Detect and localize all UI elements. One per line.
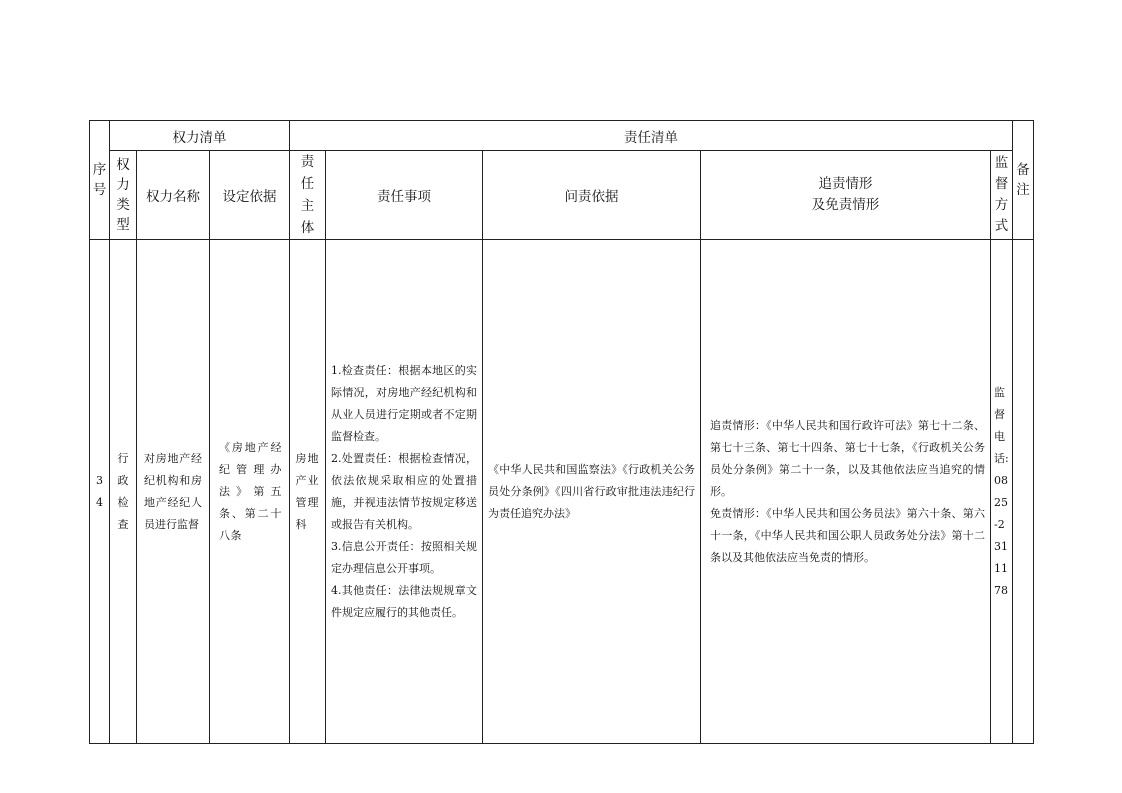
power-type-header-text: 权力类型 [116,157,130,233]
power-type-cell [110,240,137,744]
power-name-header: 权力名称 [137,151,210,240]
basis-cell [210,240,290,744]
seq-line2: 4 [96,495,103,509]
subject-header [290,151,326,240]
supervision-header-text: 监督方式 [994,155,1009,234]
power-type-text: 行政检查 [117,451,129,531]
accountability-cases-text: 追责情形：《中华人民共和国行政许可法》第七十二条、第七十三条、第七十四条、第七十七条，《行政机关公务员处分条例》第二十一条，以及其他依法应当追究的情形。 [710,418,986,498]
supervision-header [991,151,1013,240]
accountability-basis-text: 《中华人民共和国监察法》《行政机关公务员处分条例》《四川省行政审批违法违纪行为责任追究办法》 [488,462,696,520]
items-header: 责任事项 [326,151,483,240]
subject-cell [290,240,326,744]
exemption-cases-text: 免责情形：《中华人民共和国公务员法》第六十条、第六十一条，《中华人民共和国公职人员政务处分法》第十二条以及其他依法应当免责的情形。 [710,506,986,564]
subject-header-text: 责任主体 [300,154,315,236]
power-type-header [110,151,137,240]
cases-header-line2: 及免责情形 [811,197,880,213]
supervision-cell [991,240,1013,744]
items-cell [326,240,483,744]
responsibility-list-header: 责任清单 [290,121,1013,151]
power-name-cell [137,240,210,744]
cases-header-line1: 追责情形 [818,176,873,192]
seq-cell [90,240,110,744]
basis-header: 设定依据 [210,151,290,240]
item-2: 2.处置责任：根据检查情况，依法依规采取相应的处置措施，并视违法情节按规定移送或报告有关机构。 [331,451,478,531]
power-responsibility-table [89,120,1033,741]
subject-text: 房地产业管理科 [295,451,320,531]
accountability-basis-cell [483,240,701,744]
power-name-text: 对房地产经纪机构和房地产经纪人员进行监督 [144,451,202,531]
seq-header [90,121,110,240]
power-list-header: 权力清单 [110,121,290,151]
cases-cell [701,240,991,744]
supervision-text: 监督电话:0825-2311178 [994,385,1009,597]
item-1: 1.检查责任：根据本地区的实际情况，对房地产经纪机构和从业人员进行定期或者不定期监督检查。 [331,363,478,443]
basis-text: 《房地产经纪管理办法》第五条、第二十八条 [219,440,283,542]
seq-header-text: 序号 [92,162,107,198]
remarks-cell [1013,240,1034,744]
seq-line1: 3 [96,473,103,487]
item-3: 3.信息公开责任：按照相关规定办理信息公开事项。 [331,539,478,575]
remarks-header [1013,121,1034,240]
remarks-header-text: 备注 [1016,162,1030,198]
accountability-basis-header: 问责依据 [483,151,701,240]
item-4: 4.其他责任：法律法规规章文件规定应履行的其他责任。 [331,583,478,619]
cases-header [701,151,991,240]
